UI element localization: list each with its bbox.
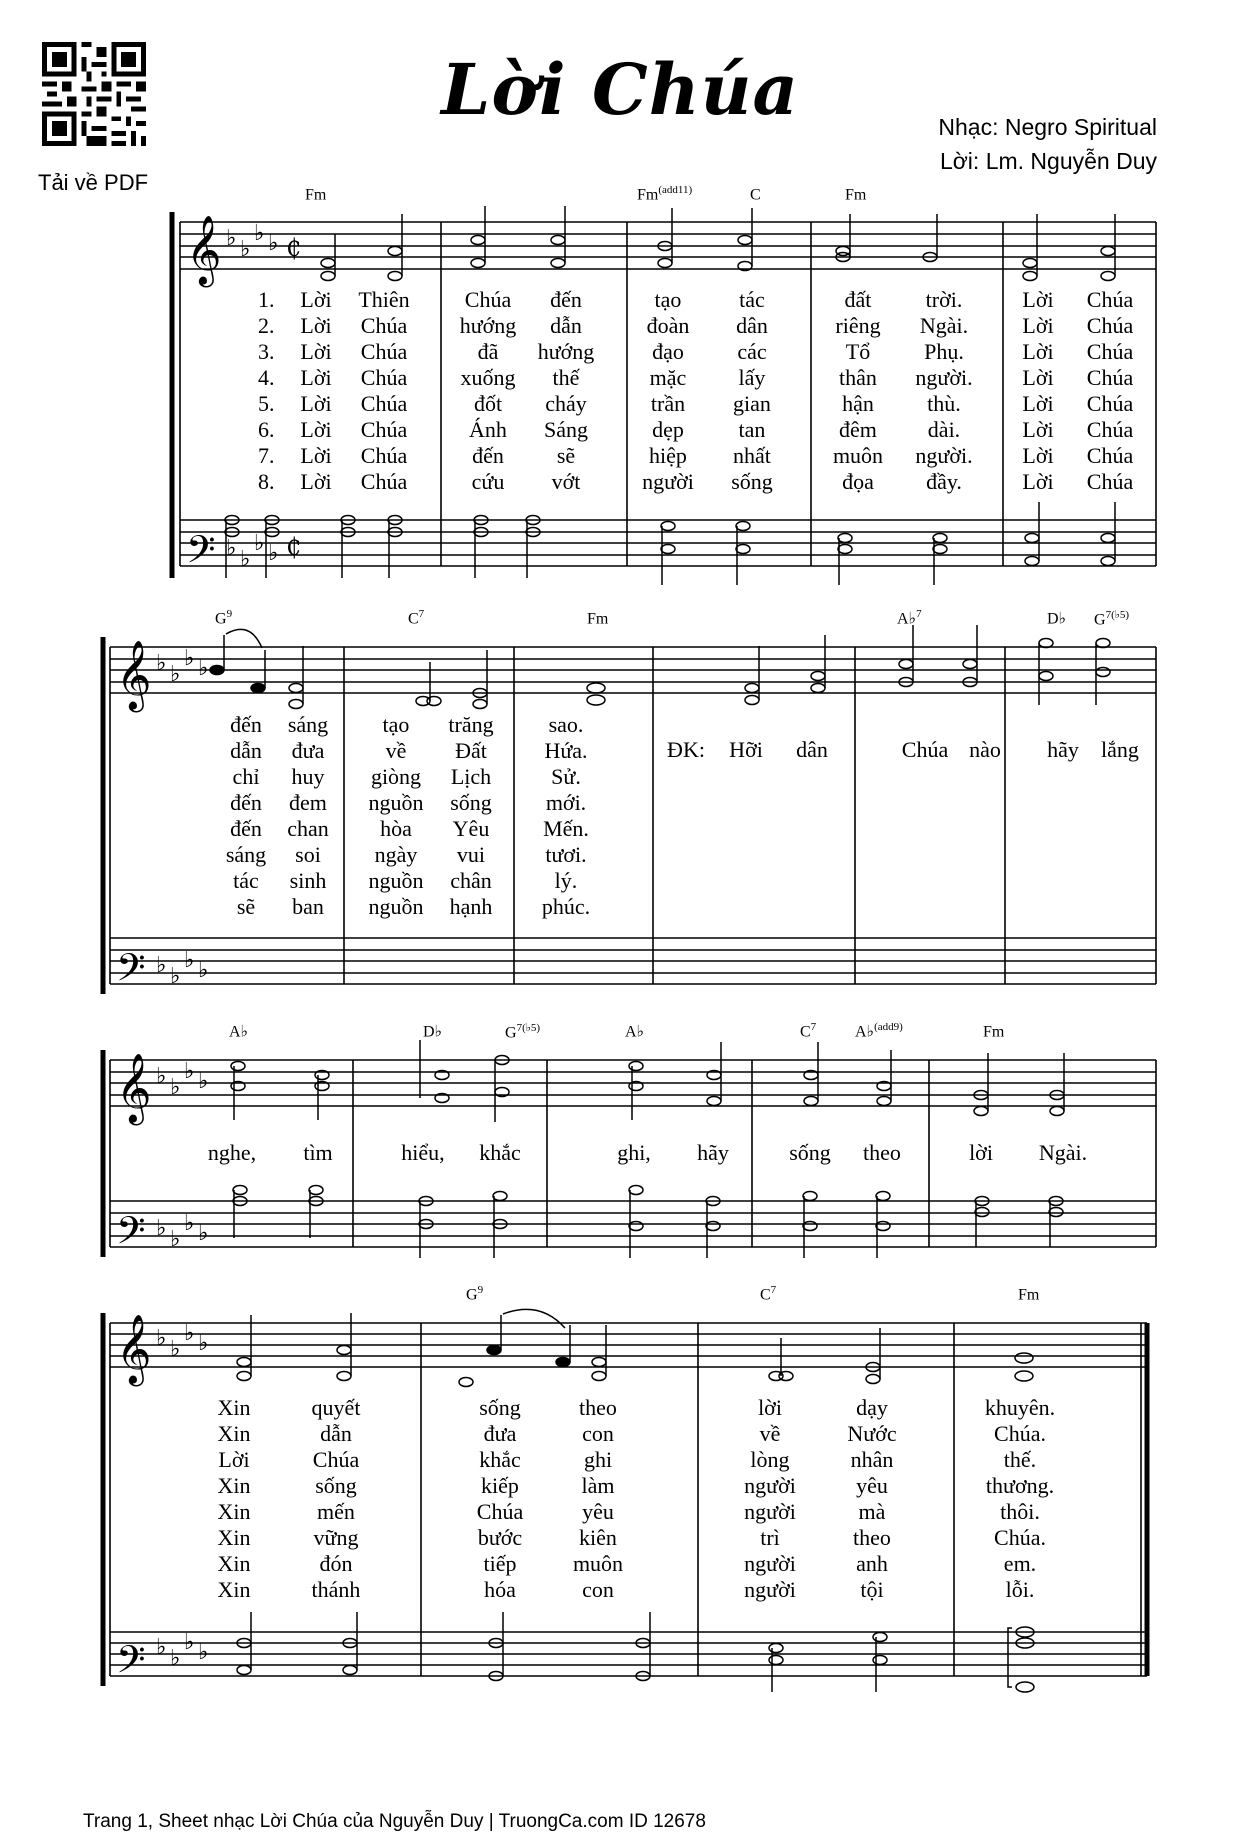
- svg-text:♭: ♭: [156, 1326, 167, 1351]
- chord-symbol: Fm: [983, 1023, 1005, 1041]
- chord-symbol: Fm: [587, 610, 609, 628]
- lyric-column: Lời Lời Lời Lời Lời Lời Lời Lời: [1022, 287, 1054, 494]
- system-1-treble-staff: [180, 222, 1156, 269]
- lyric-word: ghi,: [617, 1140, 651, 1165]
- lyric-column: quyết dẫn Chúa sống mến vững đón thánh: [311, 1395, 361, 1602]
- cut-time-icon: ₵: [286, 533, 302, 561]
- refrain-word: lắng: [1101, 737, 1139, 762]
- chord-symbol: Fm: [1018, 1286, 1040, 1304]
- svg-text:𝄞: 𝄞: [116, 1314, 152, 1384]
- lyric-column: lời về lòng người người trì người người: [744, 1395, 796, 1602]
- chord-symbol: $G^9$: [215, 608, 233, 628]
- lyric-column: đến dẫn hướng thế cháy Sáng sẽ vớt: [537, 287, 595, 494]
- chord-symbol: C: [750, 186, 761, 204]
- svg-text:♭: ♭: [240, 547, 251, 572]
- chord-symbol: $G^9$: [466, 1284, 484, 1304]
- svg-text:♭: ♭: [226, 536, 237, 561]
- svg-text:♭: ♭: [268, 231, 279, 256]
- chord-symbol: A♭: [625, 1023, 645, 1041]
- svg-text:♭: ♭: [184, 646, 195, 671]
- svg-text:♭: ♭: [156, 1635, 167, 1660]
- chord-symbol: $C^7$: [760, 1284, 777, 1304]
- svg-text:♭: ♭: [170, 1227, 181, 1252]
- chord-symbol: A♭$^{(add9)}$: [855, 1021, 903, 1041]
- svg-text:♭: ♭: [240, 237, 251, 262]
- download-pdf-link[interactable]: Tải về PDF: [38, 170, 149, 195]
- chord-symbol: A♭$^7$: [897, 608, 922, 628]
- chord-symbol: $C^7$: [800, 1021, 817, 1041]
- song-title: Lời Chúa: [441, 48, 799, 131]
- svg-text:𝄞: 𝄞: [116, 1053, 152, 1123]
- music-credit: Nhạc: Negro Spiritual: [938, 114, 1157, 140]
- svg-text:♭: ♭: [268, 541, 279, 566]
- svg-text:𝄢: 𝄢: [116, 1208, 146, 1262]
- lyric-column: Chúa hướng đã xuống đốt Ánh đến cứu: [459, 287, 517, 494]
- lyric-column: sao. Hứa. Sử. mới. Mến. tươi. lý. phúc.: [541, 712, 591, 919]
- svg-text:♭: ♭: [198, 1640, 209, 1665]
- svg-text:𝄢: 𝄢: [116, 1637, 146, 1691]
- svg-text:♭: ♭: [184, 1211, 195, 1236]
- svg-text:♭: ♭: [198, 1331, 209, 1356]
- chord-symbol: A♭: [229, 1023, 249, 1041]
- lyric-word: Ngài.: [1038, 1140, 1088, 1165]
- lyric-column: Lời Lời Lời Lời Lời Lời Lời Lời: [300, 287, 332, 494]
- lyric-word: tìm: [303, 1140, 333, 1165]
- lyric-word: theo: [863, 1140, 901, 1165]
- refrain-label: ĐK:: [667, 737, 705, 762]
- lyric-column: tạo đoàn đạo mặc trần dẹp hiệp người: [642, 287, 694, 494]
- chord-symbol: $Fm^{(add11)}$: [637, 184, 693, 204]
- lyric-column: dạy Nước nhân yêu mà theo anh tội: [847, 1395, 897, 1602]
- bass-clef-icon: 𝄢: [186, 527, 216, 581]
- lyric-column: đất riêng Tổ thân hận đêm muôn đọa: [832, 287, 884, 494]
- lyric-column: tạo về giòng nguồn hòa ngày nguồn nguồn: [368, 712, 424, 919]
- lyric-word: lời: [969, 1140, 993, 1165]
- lyric-column: sống đưa khắc kiếp Chúa bước tiếp hóa: [476, 1395, 524, 1602]
- lyric-column: tác dân các lấy gian tan nhất sống: [731, 287, 773, 494]
- lyric-word: hãy: [697, 1140, 729, 1165]
- chord-symbol: D♭: [1047, 610, 1067, 628]
- svg-text:♭: ♭: [254, 531, 265, 556]
- lyric-column: khuyên. Chúa. thế. thương. thôi. Chúa. em. lỗi.: [984, 1395, 1056, 1602]
- lyric-word: sống: [789, 1140, 831, 1165]
- svg-text:♭: ♭: [184, 1630, 195, 1655]
- svg-text:♭: ♭: [170, 1337, 181, 1362]
- chord-symbol: $C^7$: [408, 608, 425, 628]
- svg-text:♭: ♭: [170, 964, 181, 989]
- system-1-bass-staff: [180, 520, 1156, 566]
- lyric-word: hiểu,: [401, 1140, 445, 1165]
- lyric-column: sáng đưa huy đem chan soi sinh ban: [287, 712, 329, 919]
- page-footer: Trang 1, Sheet nhạc Lời Chúa của Nguyễn Duy | TruongCa.com ID 12678: [83, 1811, 706, 1832]
- lyric-word: nghe,: [207, 1140, 257, 1165]
- refrain-word: nào: [969, 737, 1001, 762]
- refrain-word: Hỡi: [729, 737, 763, 762]
- svg-text:𝄞: 𝄞: [116, 640, 152, 710]
- treble-clef-icon: 𝄞: [186, 215, 222, 285]
- svg-text:♭: ♭: [156, 1064, 167, 1089]
- svg-text:♭: ♭: [156, 651, 167, 676]
- svg-text:♭: ♭: [198, 1069, 209, 1094]
- lyric-column: theo con ghi làm yêu kiên muôn con: [572, 1395, 624, 1602]
- svg-text:♭: ♭: [184, 1059, 195, 1084]
- lyric-column: Thiên Chúa Chúa Chúa Chúa Chúa Chúa Chúa: [358, 287, 410, 494]
- lyric-column: Xin Xin Lời Xin Xin Xin Xin Xin: [217, 1395, 251, 1602]
- svg-text:♭: ♭: [156, 953, 167, 978]
- chord-symbol: Fm: [845, 186, 867, 204]
- lyrics-credit: Lời: Lm. Nguyễn Duy: [939, 148, 1157, 174]
- cut-time-icon: ₵: [286, 234, 302, 262]
- lyric-column: trăng Đất Lịch sống Yêu vui chân hạnh: [448, 712, 494, 919]
- svg-text:𝄢: 𝄢: [116, 945, 146, 999]
- lyric-column: đến dẫn chỉ đến đến sáng tác sẽ: [225, 712, 267, 919]
- svg-text:♭: ♭: [170, 662, 181, 687]
- lyric-word: khắc: [479, 1140, 521, 1165]
- refrain-word: dân: [796, 737, 828, 762]
- lyric-column: trời. Ngài. Phụ. người. thù. dài. người. đầy.: [915, 287, 973, 494]
- refrain-word: hãy: [1047, 737, 1079, 762]
- chord-symbol: $G^{7(♭5)}$: [505, 1022, 541, 1042]
- svg-text:♭: ♭: [184, 1321, 195, 1346]
- svg-text:♭: ♭: [226, 226, 237, 251]
- svg-text:♭: ♭: [198, 656, 209, 681]
- lyric-column: Chúa Chúa Chúa Chúa Chúa Chúa Chúa Chúa: [1086, 287, 1134, 494]
- chord-symbol: $G^{7(♭5)}$: [1094, 609, 1130, 629]
- svg-text:♭: ♭: [198, 958, 209, 983]
- svg-text:♭: ♭: [170, 1075, 181, 1100]
- svg-text:♭: ♭: [184, 948, 195, 973]
- svg-text:♭: ♭: [170, 1646, 181, 1671]
- svg-text:♭: ♭: [254, 221, 265, 246]
- chord-symbol: Fm: [305, 186, 327, 204]
- svg-text:♭: ♭: [198, 1221, 209, 1246]
- verse-numbers: 1. 2. 3. 4. 5. 6. 7. 8.: [258, 287, 275, 494]
- svg-text:♭: ♭: [156, 1216, 167, 1241]
- refrain-word: Chúa: [901, 737, 949, 762]
- chord-symbol: D♭: [423, 1023, 443, 1041]
